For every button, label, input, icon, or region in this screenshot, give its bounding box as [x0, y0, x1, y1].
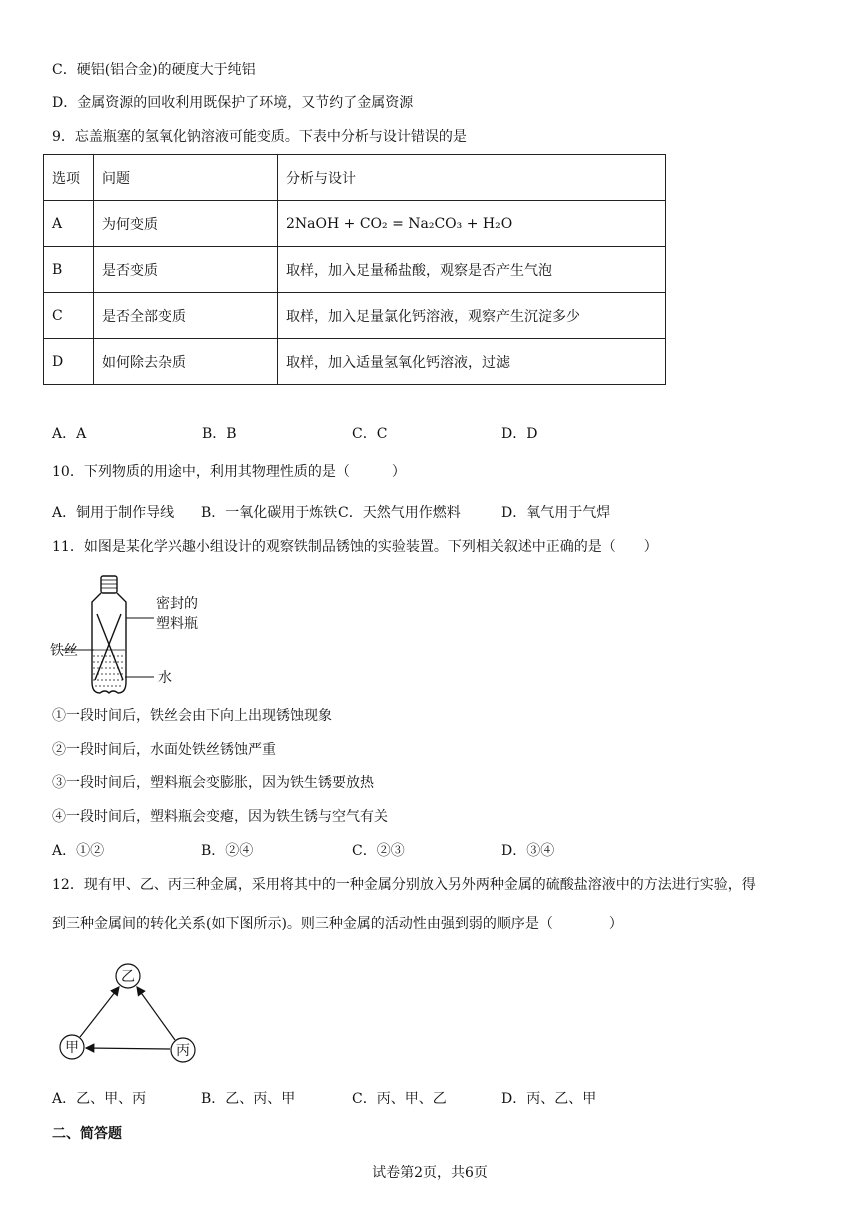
table-cell: 为何变质 [94, 201, 278, 247]
bottle-label-1: 密封的 [156, 596, 198, 612]
wire-label: 铁丝 [50, 643, 78, 659]
table-cell: 取样，加入足量稀盐酸，观察是否产生气泡 [278, 247, 666, 293]
option-a[interactable]: A．①② [52, 843, 105, 859]
q11-statement-2: ②一段时间后，水面处铁丝锈蚀严重 [52, 742, 276, 758]
option-b[interactable]: B．一氧化碳用于炼铁 [201, 505, 338, 521]
q11-options [52, 841, 812, 861]
option-c[interactable]: C．丙、甲、乙 [352, 1091, 447, 1107]
table-cell: 是否变质 [94, 247, 278, 293]
table-row [44, 247, 666, 293]
option-d[interactable]: D．D [501, 426, 538, 442]
table-cell: 取样，加入适量氢氧化钙溶液，过滤 [278, 339, 666, 385]
q8-option-d: D．金属资源的回收利用既保护了环境，又节约了金属资源 [52, 95, 414, 111]
question-11: 11．如图是某化学兴趣小组设计的观察铁制品锈蚀的实验装置。下列相关叙述中正确的是（ ） [52, 539, 658, 555]
metal-label-jia: 甲 [65, 1040, 79, 1056]
metal-label-yi: 乙 [121, 969, 135, 985]
page-footer: 试卷第2页，共6页 [372, 1165, 488, 1181]
question-9: 9．忘盖瓶塞的氢氧化钠溶液可能变质。下表中分析与设计错误的是 [52, 129, 467, 145]
table-cell: 2NaOH + CO₂ = Na₂CO₃ + H₂O [278, 201, 666, 247]
section-heading: 二、简答题 [52, 1126, 122, 1142]
table-cell: D [44, 339, 94, 385]
water-label: 水 [158, 670, 172, 686]
table-cell: B [44, 247, 94, 293]
table-cell: 如何除去杂质 [94, 339, 278, 385]
question-10: 10．下列物质的用途中，利用其物理性质的是（ ） [52, 464, 406, 480]
table-cell: 分析与设计 [278, 155, 666, 201]
option-c[interactable]: C．C [352, 426, 388, 442]
bottle-label-2: 塑料瓶 [156, 616, 198, 632]
q10-options [52, 503, 812, 523]
arrow-bing-to-yi [137, 987, 175, 1040]
rust-experiment-figure [50, 572, 240, 700]
table-cell: 选项 [44, 155, 94, 201]
option-c[interactable]: C．②③ [352, 843, 405, 859]
metal-label-bing: 丙 [176, 1043, 190, 1059]
option-a[interactable]: A．铜用于制作导线 [52, 505, 175, 521]
table-cell: 取样，加入足量氯化钙溶液，观察产生沉淀多少 [278, 293, 666, 339]
option-a[interactable]: A．乙、甲、丙 [52, 1091, 147, 1107]
arrow-bing-to-jia [86, 1048, 170, 1049]
table-header-row [44, 155, 666, 201]
q11-statement-4: ④一段时间后，塑料瓶会变瘪，因为铁生锈与空气有关 [52, 809, 388, 825]
option-d[interactable]: D．氧气用于气焊 [501, 505, 611, 521]
q12-options [52, 1089, 812, 1109]
option-b[interactable]: B．②④ [201, 843, 254, 859]
table-row [44, 293, 666, 339]
q9-options [52, 424, 812, 444]
table-cell: C [44, 293, 94, 339]
option-b[interactable]: B．乙、丙、甲 [201, 1091, 296, 1107]
table-cell: 问题 [94, 155, 278, 201]
q8-option-c: C．硬铝(铝合金)的硬度大于纯铝 [52, 62, 256, 78]
metal-relation-diagram [50, 955, 210, 1070]
table-row [44, 201, 666, 247]
question-12-line-2: 到三种金属间的转化关系(如下图所示)。则三种金属的活动性由强到弱的顺序是（ ） [52, 916, 623, 932]
q11-statement-3: ③一段时间后，塑料瓶会变膨胀，因为铁生锈要放热 [52, 775, 374, 791]
option-d[interactable]: D．丙、乙、甲 [501, 1091, 597, 1107]
arrow-jia-to-yi [80, 987, 119, 1037]
option-d[interactable]: D．③④ [501, 843, 555, 859]
q11-statement-1: ①一段时间后，铁丝会由下向上出现锈蚀现象 [52, 708, 332, 724]
option-a[interactable]: A．A [52, 426, 87, 442]
option-c[interactable]: C．天然气用作燃料 [338, 505, 461, 521]
table-cell: 是否全部变质 [94, 293, 278, 339]
analysis-table [43, 154, 666, 385]
table-row [44, 339, 666, 385]
table-cell: A [44, 201, 94, 247]
question-12-line-1: 12．现有甲、乙、丙三种金属，采用将其中的一种金属分别放入另外两种金属的硫酸盐溶液中的方法进行实验，得 [52, 877, 756, 893]
option-b[interactable]: B．B [202, 426, 237, 442]
